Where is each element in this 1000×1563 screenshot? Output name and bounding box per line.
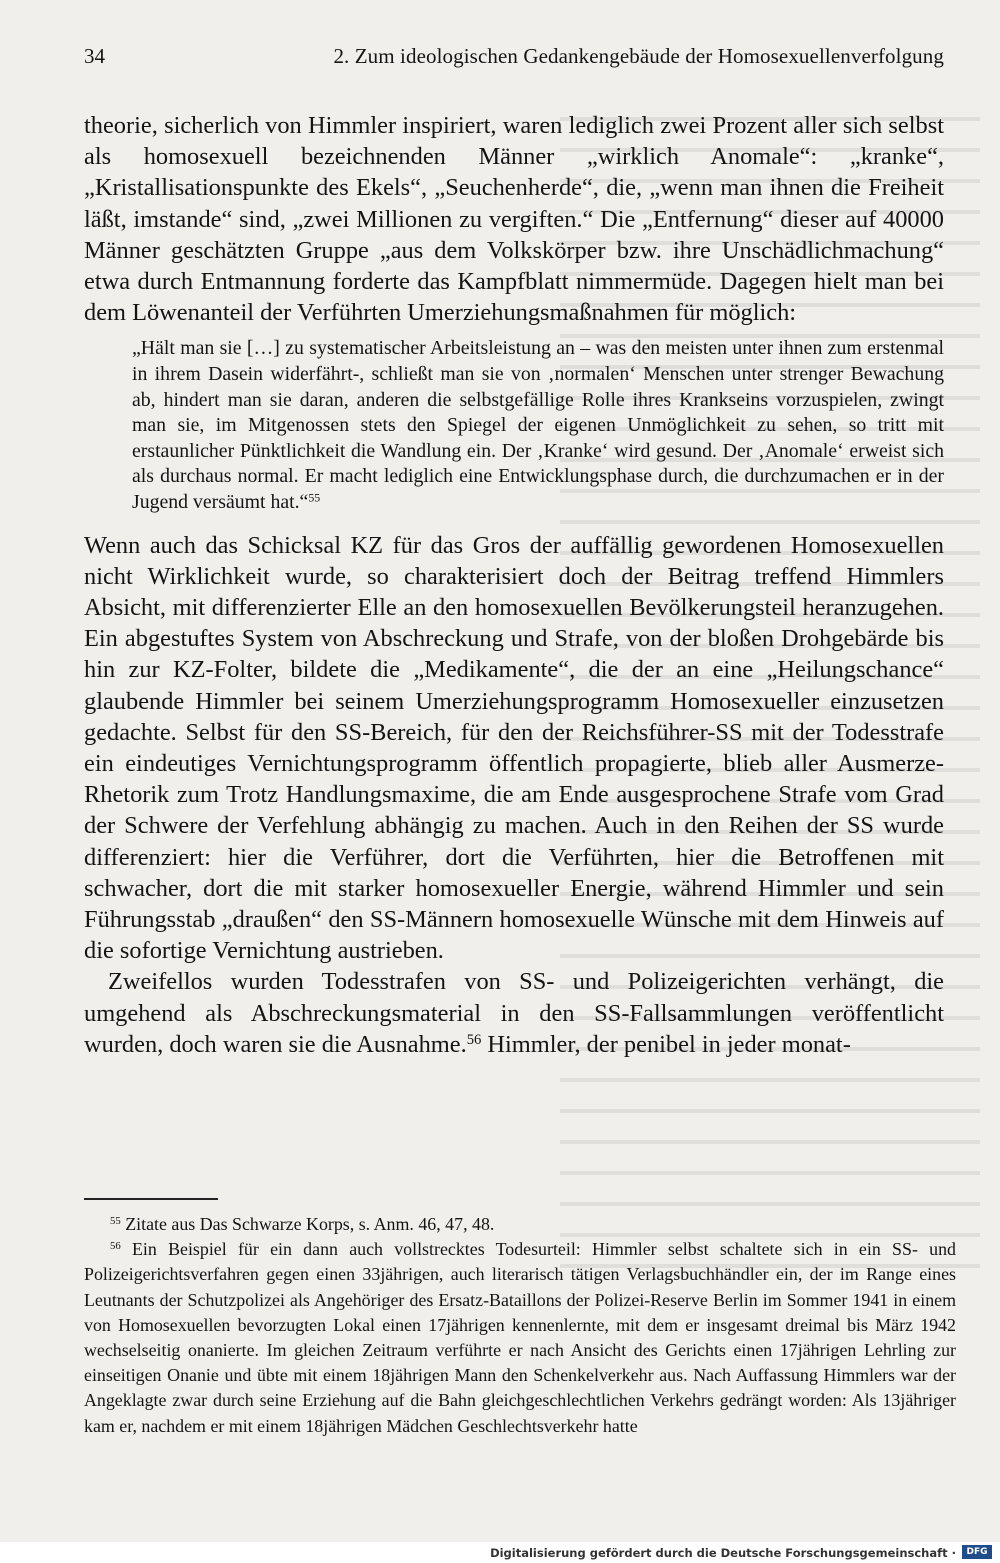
- footnote-rule: [84, 1198, 218, 1200]
- footnote-55-text: Zitate aus Das Schwarze Korps, s. Anm. 46, 47, 48.: [120, 1214, 495, 1234]
- paragraph-3-part-a: Zweifellos wurden Todesstrafen von SS- und Polizeigerichten verhängt, die umgehend als Abschreckungsmaterial in den SS-Fallsammlungen veröffentlicht wurden, doch waren sie die Ausnahme.: [84, 968, 944, 1058]
- quote-text: „Hält man sie […] zu systematischer Arbeitsleistung an – was den meisten unter ihnen zum erstenmal in ihrem Dasein widerfährt-, schließt man sie von ‚normalen‘ Menschen unter strenger Bewachung ab, hindert man sie daran, anderen die selbstgefällige Rolle ihres Krankseins vorzuspielen, zwingt man sie, im Mitgenossen stets den Spiegel der eigenen Unmöglichkeit zu sehen, so tritt mit erstaunlicher Pünktlichkeit die Wandlung ein. Der ‚Kranke‘ wird gesund. Der ‚Anomale‘ erweist sich als durchaus normal. Er macht lediglich eine Entwicklungsphase durch, die durchzumachen er in der Jugend versäumt hat.“: [132, 337, 944, 513]
- paragraph-2: Wenn auch das Schicksal KZ für das Gros der auffällig gewordenen Homosexuellen nicht Wirklichkeit wurde, so charakterisiert doch der Beitrag treffend Himmlers Absicht, mit differenzierter Elle an den homosexuellen Bevölkerungsteil heranzugehen. Ein abgestuftes System von Abschreckung und Strafe, von der bloßen Drohgebärde bis hin zur KZ-Folter, bildete die „Medikamente“, die der an eine „Heilungschance“ glaubende Himmler bei seinem Umerziehungsprogramm Homosexueller einzusetzen gedachte. Selbst für den SS-Bereich, für den der Reichsführer-SS mit der Todesstrafe ein eindeutiges Vernichtungsprogramm öffentlich propagierte, blieb aller Ausmerze-Rhetorik zum Trotz Handlungsmaxime, die am Ende ausgesprochene Strafe vom Grad der Schwere der Verfehlung abhängig zu machen. Auch in den Reihen der SS wurde differenziert: hier die Verführer, dort die Verführten, hier die Betroffenen mit schwacher, dort die mit starker homosexueller Energie, während Himmler und sein Führungsstab „draußen“ den SS-Männern homosexuelle Wünsche mit dem Hinweis auf die sofortige Vernichtung austrieben.: [84, 531, 944, 965]
- paragraph-3: [84, 966, 944, 1060]
- page-number: 34: [84, 44, 105, 68]
- paragraph-1: theorie, sicherlich von Himmler inspiriert, waren lediglich zwei Prozent aller sich selbst als homosexuell bezeichnenden Männer „wirklich Anomale“: „kranke“, „Kristallisationspunkte des Ekels“, „Seuchenherde“, die, „wenn man ihnen die Freiheit läßt, imstande“ sind, „zwei Millionen zu vergiften.“ Die „Entfernung“ dieser auf 40000 Männer geschätzten Gruppe „aus dem Volkskörper bzw. ihre Unschädlichmachung“ etwa durch Entmannung forderte das Kampfblatt nimmermüde. Dagegen hielt man bei dem Löwenanteil der Verführten Umerziehungsmaßnahmen für möglich:: [84, 112, 944, 327]
- page-header: [84, 44, 944, 84]
- block-quote: [132, 336, 944, 515]
- footnote-55-number: 55: [110, 1215, 121, 1228]
- footnote-ref-56: 56: [466, 1031, 482, 1048]
- dfg-logo: DFG: [962, 1545, 992, 1559]
- main-text: [84, 110, 944, 1060]
- running-title: 2. Zum ideologischen Gedankengebäude der Homosexuellenverfolgung: [333, 44, 944, 68]
- footnote-ref-55: 55: [308, 490, 321, 505]
- footnote-56: [84, 1237, 956, 1439]
- footnote-56-number: 56: [110, 1240, 121, 1253]
- footnote-55: [84, 1212, 956, 1237]
- paragraph-3-part-b: Himmler, der penibel in jeder monat-: [481, 1030, 851, 1058]
- footnote-56-text: Ein Beispiel für ein dann auch vollstrecktes Todesurteil: Himmler selbst schaltete sich in ein SS- und Polizeigerichtsverfahren gegen einen 33jährigen, auch literarisch tätigen Verlagsbuchhändler ein, der im Range eines Leutnants der Schutzpolizei als Angehöriger des Ersatz-Bataillons der Polizei-Reserve Berlin im Sommer 1941 in einem von Homosexuellen bevorzugten Lokal einen 17jährigen kennenlernte, mit dem er insgesamt dreimal bis März 1942 wechselseitig onanierte. Im gleichen Zeitraum verführte er nach Ansicht des Gerichts einen 17jährigen Lehrling zur einseitigen Onanie und übte mit einem 18jährigen Mann den Schenkelverkehr aus. Nach Auffassung Himmlers war der Angeklagte zwar durch seine Erziehung auf die Bahn gleichgeschlechtlichen Verkehrs gedrängt worden: Als 13jähriger kam er, nachdem er mit einem 18jährigen Mädchen Geschlechtsverkehr hatte: [84, 1239, 956, 1436]
- footnotes: [84, 1212, 956, 1439]
- digitization-credit: Digitalisierung gefördert durch die Deutsche Forschungsgemeinschaft ·: [490, 1546, 956, 1560]
